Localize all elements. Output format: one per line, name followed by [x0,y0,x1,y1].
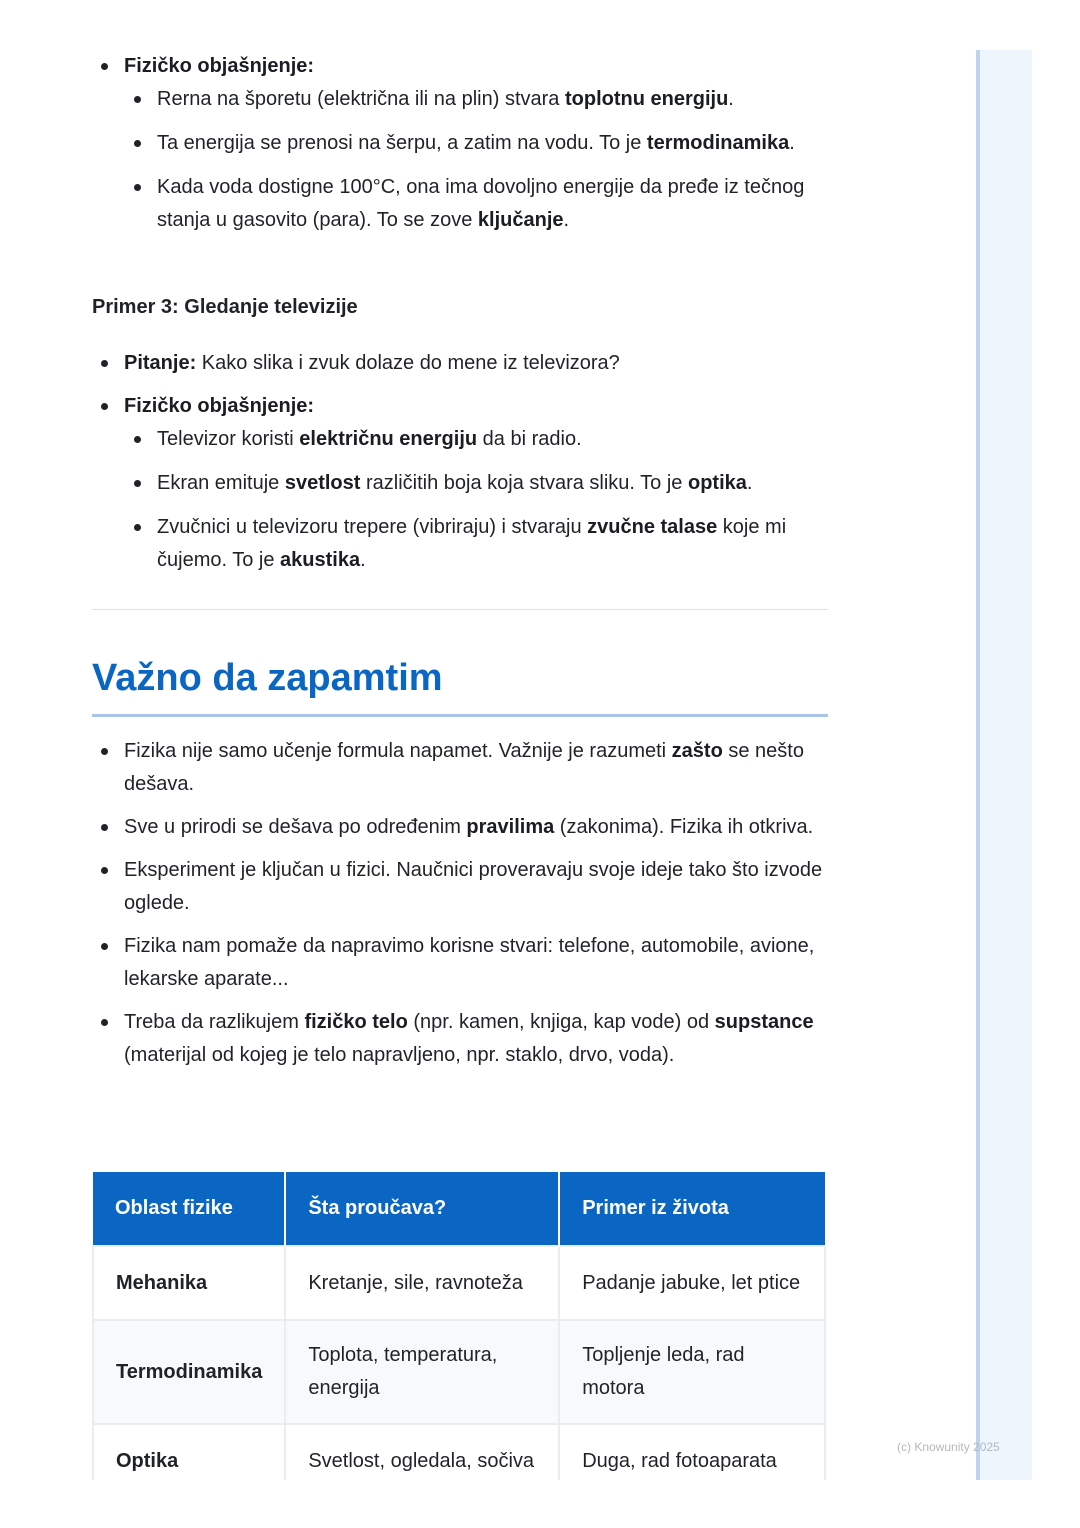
table-cell: Kretanje, sile, ravnoteža [285,1246,559,1320]
table-header-cell: Šta proučava? [285,1172,559,1246]
table-header-cell: Primer iz života [559,1172,825,1246]
physics-areas-table [92,1172,826,1480]
sub-list-item: Ta energija se prenosi na šerpu, a zatim na vodu. To je termodinamika. [92,127,828,160]
table-row [93,1246,825,1320]
table-cell: Topljenje leda, rad motora [559,1320,825,1424]
table-header-cell: Oblast fizike [93,1172,285,1246]
sub-list-item: Zvučnici u televizoru trepere (vibriraju) i stvaraju zvučne talase koje mi čujemo. To je akustika. [92,511,828,577]
table-cell: Optika [93,1424,285,1480]
watermark: (c) Knowunity 2025 [897,1440,1000,1454]
explanation-label: Fizičko objašnjenje: [124,55,315,77]
side-panel [976,50,1032,1480]
table-cell: Mehanika [93,1246,285,1320]
list-item: Sve u prirodi se dešava po određenim pravilima (zakonima). Fizika ih otkriva. [92,811,828,844]
table-cell: Svetlost, ogledala, sočiva [285,1424,559,1480]
table-cell: Termodinamika [93,1320,285,1424]
list-item: Treba da razlikujem fizičko telo (npr. kamen, knjiga, kap vode) od supstance (materijal od kojeg je telo napravljeno, npr. staklo, drvo, voda). [92,1006,828,1072]
list-item: Pitanje: Kako slika i zvuk dolaze do mene iz televizora? [92,347,828,380]
question-label: Pitanje: [124,352,197,374]
sub-list-item: Kada voda dostigne 100°C, ona ima dovoljno energije da pređe iz tečnog stanja u gasovito (para). To se zove ključanje. [92,171,828,237]
table-clip [92,0,828,1480]
table-header-row [93,1172,825,1246]
list-item: Eksperiment je ključan u fizici. Naučnici proveravaju svoje ideje tako što izvode oglede. [92,854,828,920]
table-row [93,1424,825,1480]
table-cell: Toplota, temperatura, energija [285,1320,559,1424]
list-item: Fizika nam pomaže da napravimo korisne stvari: telefone, automobile, avione, lekarske aparate... [92,930,828,996]
table-cell: Padanje jabuke, let ptice [559,1246,825,1320]
table-row [93,1320,825,1424]
sub-list-item: Ekran emituje svetlost različitih boja koja stvara sliku. To je optika. [92,467,828,500]
sub-list-item: Televizor koristi električnu energiju da bi radio. [92,423,828,456]
section-heading: Važno da zapamtim [92,652,828,717]
sub-list-item: Rerna na šporetu (električna ili na plin) stvara toplotnu energiju. [92,83,828,116]
table-cell: Duga, rad fotoaparata [559,1424,825,1480]
example-heading: Primer 3: Gledanje televizije [92,296,358,318]
explanation-label: Fizičko objašnjenje: [124,395,315,417]
list-item: Fizika nije samo učenje formula napamet. Važnije je razumeti zašto se nešto dešava. [92,735,828,801]
